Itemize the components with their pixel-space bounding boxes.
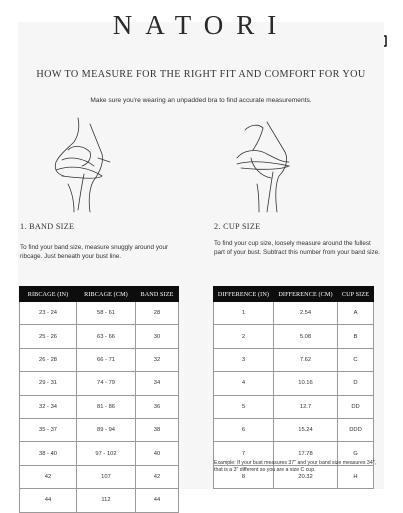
table-row (20, 372, 179, 395)
cup-col-difference-in: DIFFERENCE (IN) (214, 287, 274, 302)
table-row (20, 395, 179, 418)
table-cell: 107 (77, 465, 136, 488)
table-cell: 7 (214, 442, 274, 465)
band-size-title: 1. BAND SIZE (20, 222, 75, 231)
table-row (20, 302, 179, 325)
table-cell: 8 (214, 465, 274, 488)
band-size-text: To find your band size, measure snuggly around your ribcage. Just beneath your bust line. (20, 244, 169, 260)
cup-col-difference-cm: DIFFERENCE (CM) (274, 287, 338, 302)
table-row (20, 418, 179, 441)
table-row (214, 395, 374, 418)
table-cell: 12.7 (274, 395, 338, 418)
table-row (214, 372, 374, 395)
table-cell: 2.54 (274, 302, 338, 325)
table-cell: 42 (136, 465, 179, 488)
band-size-table (19, 286, 179, 513)
cup-size-example-note: Example: If your bust measures 37" and your band size measures 34", that is a 3" different so you are a size C cup. (214, 460, 376, 473)
table-cell: G (338, 442, 374, 465)
table-cell: 66 - 71 (77, 348, 136, 371)
table-cell: B (338, 325, 374, 348)
table-cell: 74 - 79 (77, 372, 136, 395)
table-cell: 3 (214, 348, 274, 371)
table-cell: 112 (77, 489, 136, 512)
table-cell: 5 (214, 395, 274, 418)
table-cell: A (338, 302, 374, 325)
band-col-ribcage-in: RIBCAGE (IN) (20, 287, 77, 302)
table-cell: D (338, 372, 374, 395)
table-cell: 5.08 (274, 325, 338, 348)
table-row (214, 302, 374, 325)
guide-subline: Make sure you're wearing an unpadded bra to find accurate measurements. (90, 97, 312, 104)
table-cell: 1 (214, 302, 274, 325)
table-cell: 32 (136, 348, 179, 371)
size-guide-image (18, 10, 384, 504)
table-row (214, 348, 374, 371)
table-cell: 44 (20, 489, 77, 512)
table-cell: 25 - 26 (20, 325, 77, 348)
table-cell: C (338, 348, 374, 371)
table-row (214, 325, 374, 348)
cup-size-title: 2. CUP SIZE (214, 222, 261, 231)
table-cell: 20.32 (274, 465, 338, 488)
table-cell: 44 (136, 489, 179, 512)
table-cell: 15.24 (274, 418, 338, 441)
cup-size-text: To find your cup size, loosely measure around the fullest part of your bust. Subtract this number from your band size. (214, 240, 380, 256)
table-cell: 32 - 34 (20, 395, 77, 418)
table-cell: 81 - 86 (77, 395, 136, 418)
cup-col-cup-size: CUP SIZE (338, 287, 374, 302)
band-measure-illustration (38, 114, 128, 214)
table-cell: 29 - 31 (20, 372, 77, 395)
table-row (214, 418, 374, 441)
table-cell: 58 - 61 (77, 302, 136, 325)
table-cell: 4 (214, 372, 274, 395)
cup-size-table (213, 286, 374, 489)
table-cell: 6 (214, 418, 274, 441)
band-col-band-size: BAND SIZE (136, 287, 179, 302)
guide-headline: HOW TO MEASURE FOR THE RIGHT FIT AND COMFORT FOR YOU (36, 69, 366, 80)
table-cell: 23 - 24 (20, 302, 77, 325)
table-cell: 10.16 (274, 372, 338, 395)
table-cell: 28 (136, 302, 179, 325)
table-cell: 36 (136, 395, 179, 418)
table-cell: 7.62 (274, 348, 338, 371)
table-cell: 35 - 37 (20, 418, 77, 441)
table-cell: 2 (214, 325, 274, 348)
table-cell: H (338, 465, 374, 488)
table-row (20, 489, 179, 512)
table-cell: 40 (136, 442, 179, 465)
table-cell: 97 - 102 (77, 442, 136, 465)
table-row (20, 465, 179, 488)
table-row (20, 442, 179, 465)
table-cell: 34 (136, 372, 179, 395)
table-cell: 38 - 40 (20, 442, 77, 465)
table-cell: 38 (136, 418, 179, 441)
table-cell: DD (338, 395, 374, 418)
table-cell: DDD (338, 418, 374, 441)
table-row (20, 348, 179, 371)
brand-logo: NATORI (112, 10, 290, 40)
table-cell: 42 (20, 465, 77, 488)
table-cell: 26 - 28 (20, 348, 77, 371)
table-cell: 17.78 (274, 442, 338, 465)
table-cell: 63 - 66 (77, 325, 136, 348)
band-col-ribcage-cm: RIBCAGE (CM) (77, 287, 136, 302)
cup-measure-illustration (223, 114, 313, 214)
table-row (20, 325, 179, 348)
table-cell: 89 - 94 (77, 418, 136, 441)
table-cell: 30 (136, 325, 179, 348)
